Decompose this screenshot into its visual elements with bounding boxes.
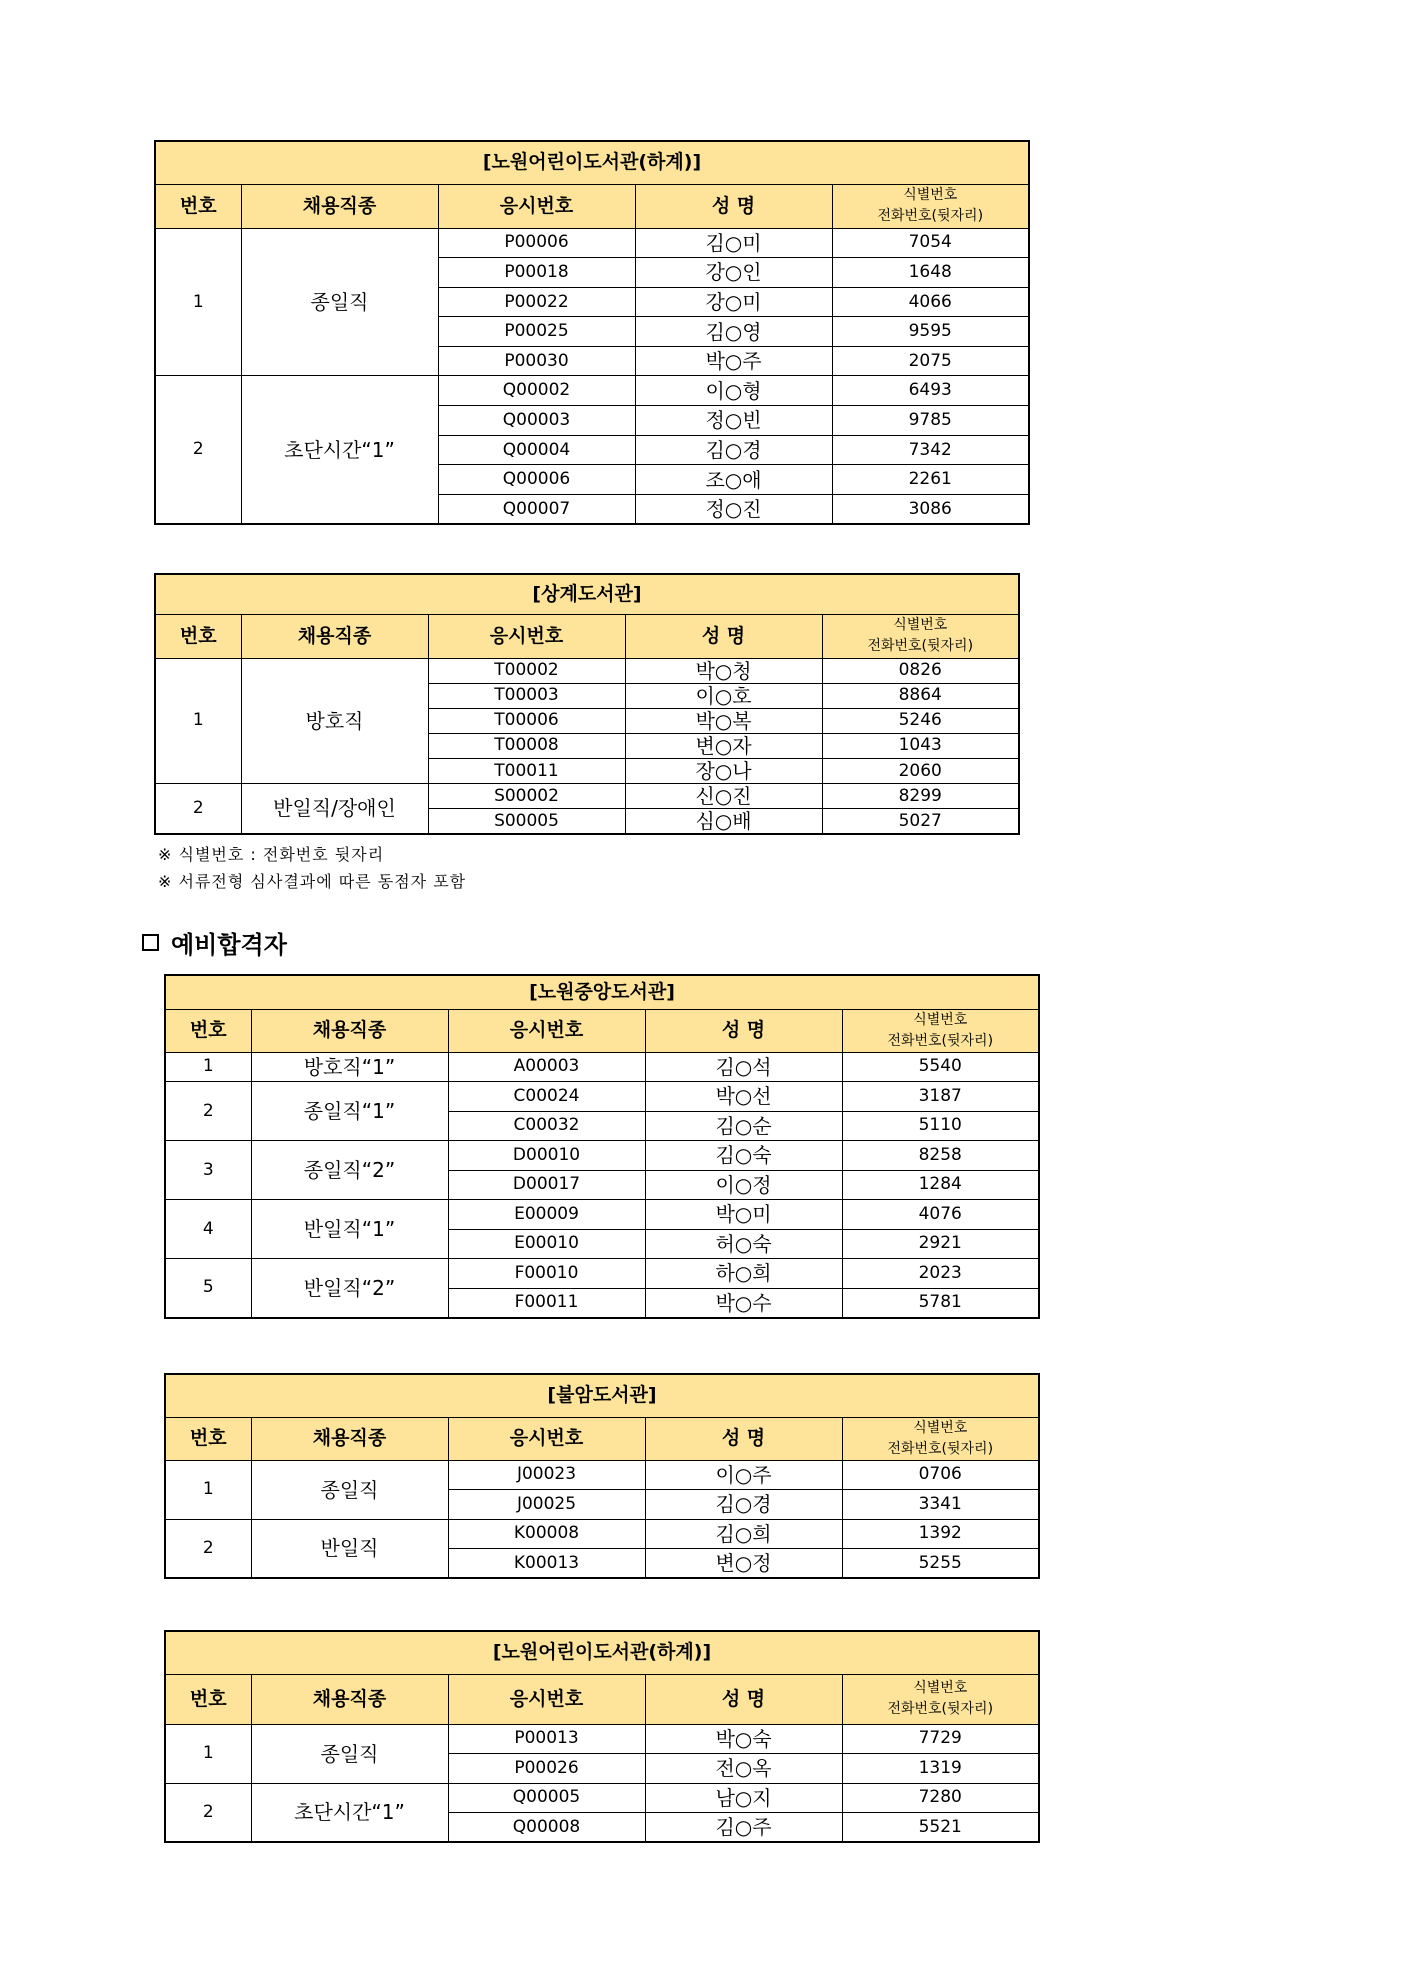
cell-id-number: 1648 (832, 258, 1029, 288)
header-id-number (842, 1009, 1039, 1052)
table-row (165, 1783, 1039, 1813)
table-nowon-central (164, 974, 1040, 1319)
table-title-row (165, 1631, 1039, 1674)
header-row (165, 1674, 1039, 1724)
header-row (165, 1417, 1039, 1460)
cell-id-number: 7342 (832, 435, 1029, 465)
cell-job: 종일직 (241, 228, 438, 376)
cell-name: 허○숙 (645, 1229, 842, 1259)
table-nowon-children-hagye (154, 140, 1030, 525)
header-row (165, 1009, 1039, 1052)
note-id-number: ※ 식별번호 : 전화번호 뒷자리 (158, 845, 385, 864)
section-heading (142, 925, 287, 960)
cell-name: 조○애 (635, 465, 832, 495)
cell-job: 종일직“1” (251, 1082, 448, 1141)
cell-exam-number: K00013 (448, 1549, 645, 1579)
table-row (155, 228, 1029, 258)
cell-exam-number: T00008 (428, 733, 625, 758)
header-name: 성 명 (625, 614, 822, 658)
cell-id-number: 5027 (822, 809, 1019, 834)
header-id-number (842, 1674, 1039, 1724)
header-exam-number: 응시번호 (438, 184, 635, 228)
table-row (155, 376, 1029, 406)
cell-id-number: 5110 (842, 1111, 1039, 1141)
header-name: 성 명 (645, 1009, 842, 1052)
cell-exam-number: P00006 (438, 228, 635, 258)
cell-exam-number: Q00007 (438, 494, 635, 524)
cell-no: 2 (165, 1082, 251, 1141)
note-tie-included: ※ 서류전형 심사결과에 따른 동점자 포함 (158, 872, 467, 891)
cell-name: 정○빈 (635, 406, 832, 436)
cell-no: 5 (165, 1259, 251, 1318)
header-job: 채용직종 (251, 1674, 448, 1724)
table-row (165, 1460, 1039, 1490)
cell-no: 2 (155, 783, 241, 833)
cell-name: 이○호 (625, 683, 822, 708)
header-id-bottom: 전화번호(뒷자리) (887, 1032, 994, 1049)
cell-exam-number: J00023 (448, 1460, 645, 1490)
cell-id-number: 7280 (842, 1783, 1039, 1813)
header-exam-number: 응시번호 (448, 1417, 645, 1460)
table-row (155, 658, 1019, 683)
table-row (165, 1259, 1039, 1289)
cell-name: 장○나 (625, 758, 822, 783)
cell-name: 김○숙 (645, 1141, 842, 1171)
table-title-row (155, 574, 1019, 614)
cell-exam-number: C00024 (448, 1082, 645, 1112)
cell-job: 종일직 (251, 1460, 448, 1519)
cell-id-number: 3187 (842, 1082, 1039, 1112)
cell-exam-number: J00025 (448, 1490, 645, 1520)
cell-id-number: 2261 (832, 465, 1029, 495)
cell-id-number: 1319 (842, 1754, 1039, 1784)
table-row (155, 783, 1019, 808)
cell-name: 박○선 (645, 1082, 842, 1112)
cell-id-number: 4076 (842, 1200, 1039, 1230)
cell-id-number: 1284 (842, 1170, 1039, 1200)
table-nowon-children-hagye-reserve (164, 1630, 1040, 1843)
header-id-top: 식별번호 (913, 1680, 968, 1696)
cell-name: 남○지 (645, 1783, 842, 1813)
cell-name: 박○청 (625, 658, 822, 683)
header-job: 채용직종 (251, 1417, 448, 1460)
cell-id-number: 4066 (832, 287, 1029, 317)
cell-job: 방호직“1” (251, 1052, 448, 1082)
cell-exam-number: C00032 (448, 1111, 645, 1141)
cell-id-number: 6493 (832, 376, 1029, 406)
cell-name: 전○옥 (645, 1754, 842, 1784)
header-name: 성 명 (645, 1417, 842, 1460)
cell-job: 초단시간“1” (251, 1783, 448, 1842)
cell-name: 박○주 (635, 346, 832, 376)
cell-name: 김○미 (635, 228, 832, 258)
cell-name: 하○희 (645, 1259, 842, 1289)
cell-job: 반일직“1” (251, 1200, 448, 1259)
table-row (165, 1519, 1039, 1549)
cell-id-number: 8258 (842, 1141, 1039, 1171)
table-sanggye (154, 573, 1020, 835)
cell-exam-number: K00008 (448, 1519, 645, 1549)
cell-job: 반일직 (251, 1519, 448, 1578)
cell-exam-number: E00009 (448, 1200, 645, 1230)
table-row (165, 1141, 1039, 1171)
header-exam-number: 응시번호 (448, 1674, 645, 1724)
table-title: [노원어린이도서관(하계)] (165, 1631, 1039, 1674)
cell-id-number: 5781 (842, 1288, 1039, 1318)
cell-job: 방호직 (241, 658, 428, 783)
cell-exam-number: Q00006 (438, 465, 635, 495)
cell-id-number: 1392 (842, 1519, 1039, 1549)
cell-id-number: 2921 (842, 1229, 1039, 1259)
cell-exam-number: A00003 (448, 1052, 645, 1082)
cell-id-number: 3086 (832, 494, 1029, 524)
cell-name: 강○미 (635, 287, 832, 317)
header-id-bottom: 전화번호(뒷자리) (887, 1440, 994, 1457)
cell-exam-number: P00022 (438, 287, 635, 317)
cell-no: 1 (165, 1724, 251, 1783)
cell-id-number: 5255 (842, 1549, 1039, 1579)
table-title-row (155, 141, 1029, 184)
cell-name: 이○정 (645, 1170, 842, 1200)
header-exam-number: 응시번호 (448, 1009, 645, 1052)
cell-name: 김○순 (645, 1111, 842, 1141)
table-title: [상계도서관] (155, 574, 1019, 614)
cell-id-number: 2060 (822, 758, 1019, 783)
cell-id-number: 1043 (822, 733, 1019, 758)
cell-exam-number: T00006 (428, 708, 625, 733)
table-title: [노원어린이도서관(하계)] (155, 141, 1029, 184)
header-id-bottom: 전화번호(뒷자리) (867, 638, 974, 654)
cell-name: 이○형 (635, 376, 832, 406)
cell-name: 김○경 (635, 435, 832, 465)
header-name: 성 명 (635, 184, 832, 228)
cell-exam-number: S00002 (428, 783, 625, 808)
cell-job: 초단시간“1” (241, 376, 438, 524)
cell-name: 변○자 (625, 733, 822, 758)
cell-no: 2 (165, 1783, 251, 1842)
table-title: [불암도서관] (165, 1374, 1039, 1417)
cell-exam-number: P00026 (448, 1754, 645, 1784)
table-title-row (165, 1374, 1039, 1417)
cell-name: 정○진 (635, 494, 832, 524)
header-no: 번호 (165, 1674, 251, 1724)
cell-name: 박○복 (625, 708, 822, 733)
cell-job: 반일직“2” (251, 1259, 448, 1318)
cell-no: 3 (165, 1141, 251, 1200)
cell-exam-number: P00013 (448, 1724, 645, 1754)
cell-name: 박○수 (645, 1288, 842, 1318)
cell-exam-number: Q00004 (438, 435, 635, 465)
header-no: 번호 (155, 184, 241, 228)
cell-no: 1 (155, 658, 241, 783)
cell-no: 2 (155, 376, 241, 524)
cell-id-number: 8864 (822, 683, 1019, 708)
header-id-number (822, 614, 1019, 658)
cell-exam-number: Q00005 (448, 1783, 645, 1813)
header-id-bottom: 전화번호(뒷자리) (877, 208, 984, 224)
cell-exam-number: T00011 (428, 758, 625, 783)
cell-id-number: 8299 (822, 783, 1019, 808)
cell-name: 김○주 (645, 1813, 842, 1843)
table-title-row (165, 975, 1039, 1009)
cell-exam-number: Q00002 (438, 376, 635, 406)
cell-exam-number: Q00003 (438, 406, 635, 436)
cell-job: 종일직 (251, 1724, 448, 1783)
header-name: 성 명 (645, 1674, 842, 1724)
cell-no: 1 (165, 1052, 251, 1082)
cell-id-number: 5521 (842, 1813, 1039, 1843)
cell-name: 김○경 (645, 1490, 842, 1520)
square-bullet-icon (142, 934, 159, 951)
cell-exam-number: P00018 (438, 258, 635, 288)
cell-id-number: 3341 (842, 1490, 1039, 1520)
cell-exam-number: P00025 (438, 317, 635, 347)
cell-name: 이○주 (645, 1460, 842, 1490)
header-id-top: 식별번호 (913, 1419, 968, 1436)
header-id-bottom: 전화번호(뒷자리) (887, 1701, 994, 1717)
cell-exam-number: D00017 (448, 1170, 645, 1200)
header-job: 채용직종 (241, 184, 438, 228)
table-row (165, 1082, 1039, 1112)
cell-no: 1 (165, 1460, 251, 1519)
cell-exam-number: Q00008 (448, 1813, 645, 1843)
cell-name: 김○영 (635, 317, 832, 347)
section-title: 예비합격자 (171, 931, 287, 959)
header-row (155, 184, 1029, 228)
header-id-top: 식별번호 (903, 187, 958, 203)
cell-id-number: 0826 (822, 658, 1019, 683)
cell-no: 4 (165, 1200, 251, 1259)
cell-name: 박○숙 (645, 1724, 842, 1754)
cell-name: 변○정 (645, 1549, 842, 1579)
cell-id-number: 5540 (842, 1052, 1039, 1082)
cell-id-number: 7054 (832, 228, 1029, 258)
cell-id-number: 5246 (822, 708, 1019, 733)
header-no: 번호 (165, 1417, 251, 1460)
cell-exam-number: T00003 (428, 683, 625, 708)
cell-exam-number: D00010 (448, 1141, 645, 1171)
header-row (155, 614, 1019, 658)
header-id-number (842, 1417, 1039, 1460)
cell-id-number: 7729 (842, 1724, 1039, 1754)
cell-exam-number: T00002 (428, 658, 625, 683)
header-id-top: 식별번호 (893, 617, 948, 633)
cell-exam-number: E00010 (448, 1229, 645, 1259)
cell-exam-number: P00030 (438, 346, 635, 376)
cell-id-number: 9595 (832, 317, 1029, 347)
cell-exam-number: F00011 (448, 1288, 645, 1318)
cell-exam-number: S00005 (428, 809, 625, 834)
table-title: [노원중앙도서관] (165, 975, 1039, 1009)
table-row (165, 1724, 1039, 1754)
cell-name: 강○인 (635, 258, 832, 288)
header-job: 채용직종 (251, 1009, 448, 1052)
cell-name: 박○미 (645, 1200, 842, 1230)
cell-name: 김○희 (645, 1519, 842, 1549)
header-no: 번호 (155, 614, 241, 658)
table-row (165, 1052, 1039, 1082)
cell-name: 신○진 (625, 783, 822, 808)
cell-id-number: 2023 (842, 1259, 1039, 1289)
header-exam-number: 응시번호 (428, 614, 625, 658)
cell-exam-number: F00010 (448, 1259, 645, 1289)
cell-no: 1 (155, 228, 241, 376)
cell-job: 반일직/장애인 (241, 783, 428, 833)
header-no: 번호 (165, 1009, 251, 1052)
header-id-number (832, 184, 1029, 228)
header-id-top: 식별번호 (913, 1011, 968, 1028)
cell-id-number: 0706 (842, 1460, 1039, 1490)
header-job: 채용직종 (241, 614, 428, 658)
cell-name: 김○석 (645, 1052, 842, 1082)
table-buram (164, 1373, 1040, 1579)
cell-id-number: 9785 (832, 406, 1029, 436)
cell-job: 종일직“2” (251, 1141, 448, 1200)
table-row (165, 1200, 1039, 1230)
cell-no: 2 (165, 1519, 251, 1578)
cell-id-number: 2075 (832, 346, 1029, 376)
cell-name: 심○배 (625, 809, 822, 834)
